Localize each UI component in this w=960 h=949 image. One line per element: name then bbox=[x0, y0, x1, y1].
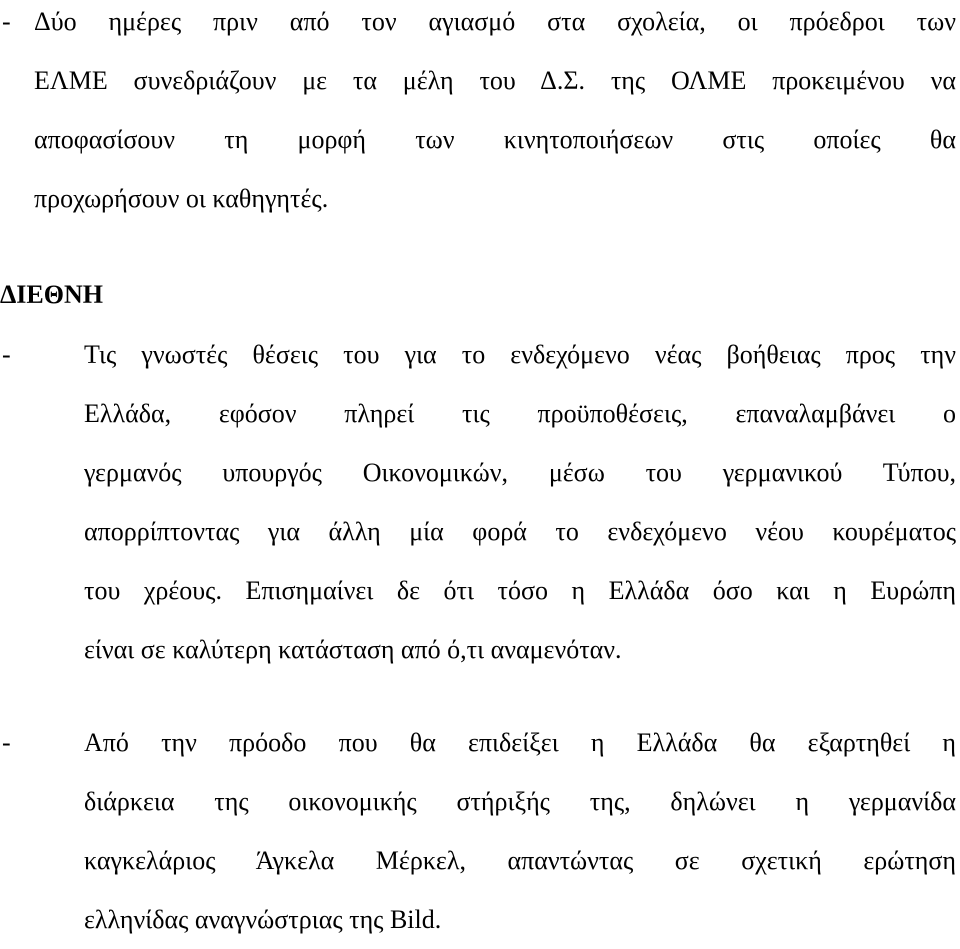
bullet-dash: - bbox=[2, 340, 11, 369]
section-heading: ΔΙΕΘΝΗ bbox=[0, 280, 103, 309]
text-line: ΕΛΜΕ συνεδριάζουν με τα μέλη του Δ.Σ. της ΟΛΜΕ προκειμένου να bbox=[34, 66, 956, 95]
text-line: ελληνίδας αναγνώστριας της Bild. bbox=[84, 905, 442, 934]
bullet-item-olme bbox=[0, 0, 956, 228]
bullet-item-text bbox=[84, 325, 956, 679]
text-line: Από την πρόοδο που θα επιδείξει η Ελλάδα θα εξαρτηθεί η bbox=[84, 728, 956, 757]
text-line: απορρίπτοντας για άλλη μία φορά το ενδεχόμενο νέου κουρέματος bbox=[84, 517, 956, 546]
bullet-item-schaeuble bbox=[0, 325, 956, 679]
text-line: Τις γνωστές θέσεις του για το ενδεχόμενο νέας βοήθειας προς την bbox=[84, 340, 956, 369]
text-line: του χρέους. Επισημαίνει δε ότι τόσο η Ελλάδα όσο και η Ευρώπη bbox=[84, 576, 956, 605]
bullet-dash: - bbox=[2, 7, 11, 36]
text-line: γερμανός υπουργός Οικονομικών, μέσω του γερμανικού Τύπου, bbox=[84, 458, 956, 487]
text-line: αποφασίσουν τη μορφή των κινητοποιήσεων στις οποίες θα bbox=[34, 125, 956, 154]
text-line: καγκελάριος Άγκελα Μέρκελ, απαντώντας σε σχετική ερώτηση bbox=[84, 846, 956, 875]
text-line: είναι σε καλύτερη κατάσταση από ό,τι αναμενόταν. bbox=[84, 635, 622, 664]
text-line: διάρκεια της οικονομικής στήριξής της, δηλώνει η γερμανίδα bbox=[84, 787, 956, 816]
bullet-item-text bbox=[84, 713, 956, 949]
text-line: προχωρήσουν οι καθηγητές. bbox=[34, 184, 329, 213]
bullet-item-merkel bbox=[0, 713, 956, 949]
text-line: Ελλάδα, εφόσον πληρεί τις προϋποθέσεις, επαναλαμβάνει ο bbox=[84, 399, 956, 428]
text-line: Δύο ημέρες πριν από τον αγιασμό στα σχολεία, οι πρόεδροι των bbox=[34, 7, 956, 36]
bullet-item-text bbox=[34, 0, 956, 228]
bullet-dash: - bbox=[2, 728, 11, 757]
